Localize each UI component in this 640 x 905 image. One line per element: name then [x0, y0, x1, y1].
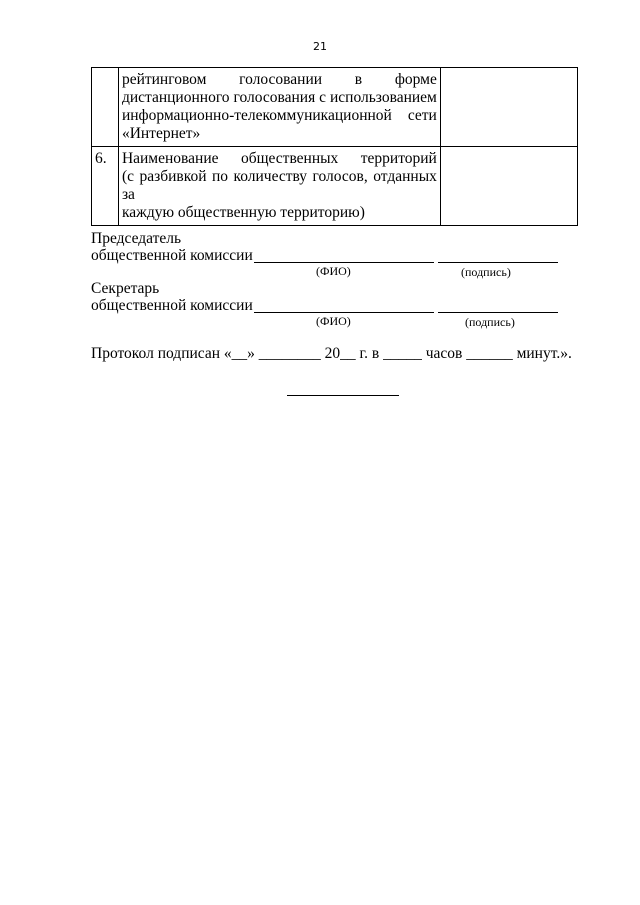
secretary-title: Секретарь	[91, 280, 160, 297]
row-text-line: (с разбивкой по количеству голосов, отданных за	[121, 168, 437, 203]
row-text-cell	[118, 147, 440, 226]
end-divider	[287, 395, 399, 396]
chairman-signature-line[interactable]	[438, 262, 558, 263]
row-text-line: рейтинговом голосовании в форме	[121, 71, 437, 88]
row-text-line: каждую общественную территорию)	[121, 204, 365, 221]
row-text-line: «Интернет»	[121, 125, 201, 142]
table-row	[92, 147, 578, 226]
row-text-line: Наименование общественных территорий	[121, 150, 437, 167]
chairman-signature-caption: (подпись)	[461, 265, 511, 279]
secretary-signature-caption: (подпись)	[465, 315, 515, 329]
secretary-fio-line[interactable]	[254, 312, 434, 313]
row-number-cell: 6.	[92, 147, 119, 226]
chairman-fio-line[interactable]	[254, 262, 434, 263]
row-value-cell[interactable]	[440, 68, 577, 147]
row-value-cell[interactable]	[440, 147, 577, 226]
secretary-fio-caption: (ФИО)	[316, 314, 351, 328]
page-number: 21	[313, 40, 327, 53]
row-number-cell	[92, 68, 119, 147]
row-text-line: информационно-телекоммуникационной сети	[121, 107, 437, 124]
chairman-fio-caption: (ФИО)	[316, 264, 351, 278]
protocol-signed-line: Протокол подписан «__» ________ 20__ г. в _____ часов ______ минут.».	[91, 345, 572, 362]
table-row	[92, 68, 578, 147]
row-text-line: дистанционного голосования с использованием	[121, 89, 437, 106]
chairman-title: Председатель	[91, 230, 182, 247]
secretary-signature-line[interactable]	[438, 312, 558, 313]
chairman-label: общественной комиссии	[91, 247, 253, 264]
results-table	[91, 67, 578, 226]
secretary-label: общественной комиссии	[91, 297, 253, 314]
row-text-cell	[118, 68, 440, 147]
